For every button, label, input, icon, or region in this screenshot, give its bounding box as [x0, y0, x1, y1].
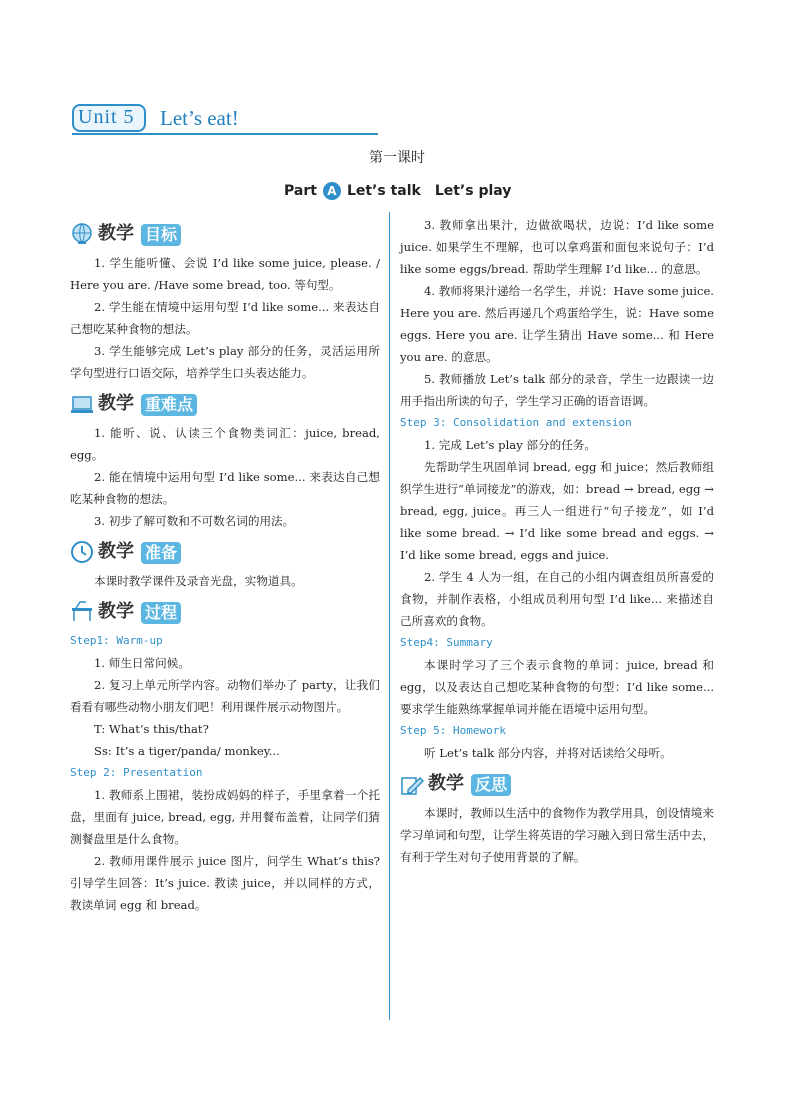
prep-heading: [70, 538, 380, 568]
reflection-heading: [400, 770, 714, 800]
reflection-text: 本课时，教师以生活中的食物作为教学用具，创设情境来学习单词和句型，让学生将英语的学习融入到日常生活中去，有利于学生对句子使用背景的了解。: [400, 806, 714, 864]
keypoints-title-2: 重难点: [141, 394, 197, 416]
step1-item-2: 2. 复习上单元所学内容。动物们举办了 party，让我们看看有哪些动物小朋友们吧！利用课件展示动物图片。: [70, 678, 380, 714]
keypoint-2: 2. 能在情境中运用句型 I’d like some... 来表达自己想吃某种食物的想法。: [70, 470, 380, 506]
keypoints-heading: [70, 390, 380, 420]
step4-heading: Step4: Summary: [400, 636, 493, 649]
objectives-title-1: 教学: [98, 223, 134, 244]
step3-item-3: 2. 学生 4 人为一组，在自己的小组内调查组员所喜爱的食物，并制作表格，小组成员利用句型 I’d like... 来描述自己所喜欢的食物。: [400, 570, 714, 628]
keypoint-3: 3. 初步了解可数和不可数名词的用法。: [94, 514, 295, 528]
part-subtitle: Let’s talk Let’s play: [346, 183, 512, 199]
clock-icon: [70, 540, 94, 564]
prep-title-2: 准备: [141, 542, 181, 564]
objectives-heading: [70, 220, 380, 250]
globe-icon: [70, 222, 94, 246]
step2-item-1: 1. 教师系上围裙，装扮成妈妈的样子，手里拿着一个托盘，里面有 juice, bread, egg, 并用餐布盖着，让同学们猜测餐盘里是什么食物。: [70, 788, 380, 846]
step1-heading: Step1: Warm-up: [70, 634, 163, 647]
process-title-1: 教学: [98, 601, 134, 622]
lesson-title: 第一课时: [369, 150, 425, 166]
step2-item-5: 5. 教师播放 Let’s talk 部分的录音，学生一边跟读一边用手指出所读的句子，学生学习正确的语音语调。: [400, 372, 714, 408]
left-column: [70, 218, 380, 916]
objectives-title-2: 目标: [141, 224, 181, 246]
process-heading: [70, 598, 380, 628]
keypoint-1: 1. 能听、说、认读三个食物类词汇：juice, bread, egg。: [70, 426, 380, 462]
laptop-icon: [70, 392, 94, 416]
step3-item-1: 1. 完成 Let’s play 部分的任务。: [424, 438, 596, 452]
part-letter-badge: A: [323, 182, 341, 200]
objective-2: 2. 学生能在情境中运用句型 I’d like some... 来表达自己想吃某种食物的想法。: [70, 300, 380, 336]
step3-heading: Step 3: Consolidation and extension: [400, 416, 632, 429]
objective-1: 1. 学生能听懂、会说 I’d like some juice, please. / Here you are. /Have some bread, too. 等句型。: [70, 256, 380, 292]
step4-item-1: 本课时学习了三个表示食物的单词：juice, bread 和 egg，以及表达自己想吃某种食物的句型：I’d like some... 要求学生能熟练掌握单词并能在语境中运用句型。: [400, 658, 714, 716]
step2-item-3: 3. 教师拿出果汁，边做欲喝状，边说：I’d like some juice. 如果学生不理解，也可以拿鸡蛋和面包来说句子：I’d like some eggs/bread. 帮助学生理解 I’d like... 的意思。: [400, 218, 714, 276]
step3-item-2: 先帮助学生巩固单词 bread, egg 和 juice；然后教师组织学生进行“单词接龙”的游戏，如：bread → bread, egg → bread, egg, juice。再三人一组进行“句子接龙”，如 I’d like some bread. → I’d like some bread and eggs. → I’d like some bread, eggs and juice.: [400, 460, 714, 562]
reflection-title-1: 教学: [428, 773, 464, 794]
keypoints-title-1: 教学: [98, 393, 134, 414]
title-underline: [72, 133, 378, 135]
step2-heading: Step 2: Presentation: [70, 766, 203, 779]
prep-title-1: 教学: [98, 541, 134, 562]
reflection-title-2: 反思: [471, 774, 511, 796]
right-column: [400, 214, 714, 868]
step5-heading: Step 5: Homework: [400, 724, 506, 737]
process-title-2: 过程: [141, 602, 181, 624]
pencil-icon: [400, 772, 424, 796]
step1-item-4: Ss: It’s a tiger/panda/ monkey...: [94, 744, 280, 758]
prep-text: 本课时教学课件及录音光盘，实物道具。: [94, 574, 303, 588]
column-divider: [389, 212, 390, 1020]
objective-3: 3. 学生能够完成 Let’s play 部分的任务，灵活运用所学句型进行口语交际，培养学生口头表达能力。: [70, 344, 380, 380]
part-heading: [284, 180, 511, 200]
step5-item-1: 听 Let’s talk 部分内容，并将对话读给父母听。: [424, 746, 672, 760]
desk-icon: [70, 600, 94, 624]
step1-item-3: T: What’s this/that?: [94, 722, 209, 736]
step1-item-1: 1. 师生日常问候。: [94, 656, 190, 670]
step2-item-2: 2. 教师用课件展示 juice 图片，问学生 What’s this? 引导学生回答：It’s juice. 教读 juice，并以同样的方式，教读单词 egg 和 bread。: [70, 854, 380, 912]
part-label: Part: [284, 183, 317, 199]
step2-item-4: 4. 教师将果汁递给一名学生，并说：Have some juice. Here you are. 然后再递几个鸡蛋给学生，说：Have some eggs. Here you are. 让学生猜出 Have some... 和 Here you are. 的意思。: [400, 284, 714, 364]
unit-title: Let’s eat!: [160, 106, 239, 130]
unit-label: Unit 5: [78, 106, 135, 128]
